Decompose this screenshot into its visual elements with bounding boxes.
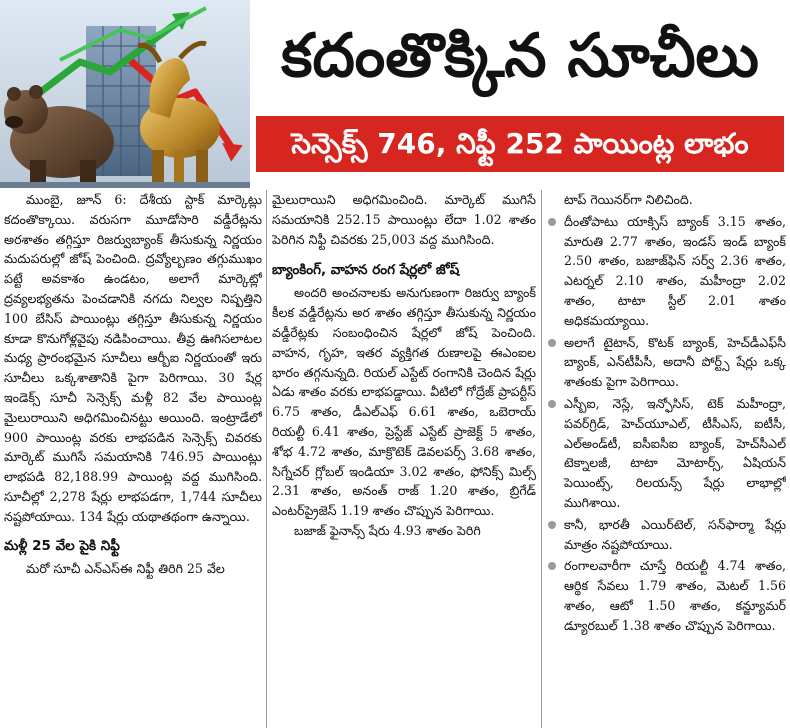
bullet-list — [548, 212, 786, 636]
section-subheading: బ్యాంకింగ్‌, వాహన రంగ షేర్లలో జోష్‌ — [272, 262, 460, 279]
bullet-icon — [548, 400, 556, 408]
bull-bear-market-icon — [0, 0, 250, 188]
list-item — [548, 394, 786, 513]
article-paragraph: మైలురాయిని అధిగమించింది. మార్కెట్‌ ముగిసే సమయానికి 252.15 పాయింట్లు లేదా 1.02 శాతం పెరిగిన నిఫ్టీ చివరకు 25,003 వద్ద ముగిసింది. — [272, 192, 536, 247]
list-item-text: అలాగే టైటాన్‌, కొటక్‌ బ్యాంక్‌, హెచ్‌డీఎఫ్‌సీ బ్యాంక్‌, ఎన్‌టీపీసీ, అదానీ పోర్ట్స్‌ షేర్లు ఒక్క శాతంకు పైగా పెరిగాయి. — [564, 334, 786, 390]
column-divider — [266, 190, 267, 728]
list-item — [548, 515, 786, 555]
list-item-text: రంగాలవారీగా చూస్తే రియల్టీ 4.74 శాతం, ఆర్థిక సేవలు 1.79 శాతం, మెటల్‌ 1.56 శాతం, ఆటో 1.50 శాతం, కన్జ్యూమర్‌ డ్యూరబుల్‌ 1.38 శాతం చొప్పున పెరిగాయి. — [564, 558, 786, 633]
article-column-2 — [272, 190, 536, 728]
bullet-icon — [548, 218, 556, 226]
list-item-text: కానీ, భారతీ ఎయిర్‌టెల్‌, సన్‌ఫార్మా షేర్లు మాత్రం నష్టపోయాయి. — [564, 516, 786, 552]
bullet-icon — [548, 521, 556, 529]
column-divider — [541, 190, 542, 728]
continued-text: టాప్‌ గెయినర్‌గా నిలిచింది. — [564, 192, 693, 207]
subheadline-banner: సెన్సెక్స్‌ 746, నిఫ్టీ 252 పాయింట్ల లాభం — [256, 116, 784, 172]
article-paragraph: అందరి అంచనాలకు అనుగుణంగా రిజర్వు బ్యాంక్‌ కీలక వడ్డీరేట్లను అర శాతం తగ్గిస్తూ తీసుకున్న నిర్ణయం వడ్డీరేట్లకు సంబంధించిన షేర్లలో జోష్‌ పెంచింది. వాహన, గృహ, ఇతర వ్యక్తిగత రుణాలపై ఈఎంఐల భారం తగ్గనున్నది. రియల్‌ ఎస్టేట్‌ రంగానికి చెందిన షేర్లు ఏడు శాతం వరకు లాభపడ్డాయి. వీటిలో గోద్రేజ్‌ ప్రాపర్టీస్‌ 6.75 శాతం, డీఎల్‌ఎఫ్‌ 6.61 శాతం, ఒబెరాయ్‌ రియల్టీ 6.41 శాతం, ప్రెస్టేజ్‌ ఎస్టేట్‌ ప్రాజెక్ట్‌ 5 శాతం, శోభ 4.72 శాతం, మాక్రొటెక్‌ డెవలపర్స్‌ 3.68 శాతం, సిగ్నేచర్‌ గ్లోబల్‌ ఇండియా 3.02 శాతం, ఫోనిక్స్‌ మిల్స్‌ 2.31 శాతం, అనంత్‌ రాజ్‌ 1.20 శాతం, బ్రిగేడ్‌ ఎంటర్‌ప్రైజెస్‌ 1.19 శాతం చొప్పున పెరిగాయి. — [272, 285, 536, 519]
section-subheading: మళ్లీ 25 వేల పైకి నిఫ్టీ — [4, 537, 120, 554]
bullet-icon — [548, 562, 556, 570]
list-item — [548, 333, 786, 392]
list-item — [548, 212, 786, 331]
headline: కదంతొక్కిన సూచీలు — [281, 21, 759, 91]
article-column-1 — [4, 190, 262, 728]
list-item-text: ఎస్బీఐ, నెస్లే, ఇన్ఫోసిస్‌, టెక్‌ మహీంద్రా, పవర్‌గ్రిడ్‌, హెచ్‌యూఎల్‌, టీసీఎస్‌, ఐటీసీ, ఎల్‌అండ్‌టీ, ఐసీఐసీఐ బ్యాంక్‌, హెచ్‌సీఎల్‌ టెక్నాలజీ, టాటా మోటార్స్‌, ఏషియన్‌ పెయింట్స్‌, రిలయన్స్‌ షేర్లు లాభాల్లో ముగిశాయి. — [564, 395, 786, 510]
article-paragraph: మరో సూచీ ఎన్‌ఎస్‌ఈ నిఫ్టీ తిరిగి 25 వేల — [26, 560, 225, 576]
list-item — [548, 556, 786, 635]
bullet-icon — [548, 339, 556, 347]
bull-bear-market-illustration — [0, 0, 250, 188]
article-paragraph: ముంబై, జూన్‌ 6: దేశీయ స్టాక్‌ మార్కెట్లు కదంతొక్కాయి. వరుసగా మూడోసారి వడ్డీరేట్లను అరశాతం తగ్గిస్తూ రిజర్వుబ్యాంక్‌ తీసుకున్న నిర్ణయం మదుపరుల్లో జోష్‌ పెంచింది. ద్రవ్యోల్బణం తగ్గుముఖం పట్టే అవకాశం ఉండటం, అలాగే మార్కెట్లో ద్రవ్యలభ్యతను పెంచడానికి నగదు నిల్వల నిష్పత్తిని 100 బేసిస్‌ పాయింట్లు తగ్గిస్తూ తీసుకున్న నిర్ణయం కూడా కొనుగోళ్లవైపు నడిపించాయి. తీవ్ర ఊగిసలాటల మధ్య ప్రారంభమైన సూచీలు ఆర్బీఐ నిర్ణయంతో ఇరు సూచీలు ఒక్కశాతానికి పైగా పెరిగాయి. 30 షేర్ల ఇండెక్స్‌ సూచీ సెన్సెక్స్‌ మళ్లీ 82 వేల పాయింట్ల మైలురాయిని అధిగమించినట్టు అయింది. ఇంట్రాడేలో 900 పాయింట్ల వరకు లాభపడిన సెన్సెక్స్‌ చివరకు మార్కెట్‌ ముగిసే సమయానికి 746.95 పాయింట్లు లాభపడి 82,188.99 పాయింట్ల వద్ద ముగిసింది. సూచీల్లో 2,278 షేర్లు లాభపడగా, 1,744 సూచీలు నష్టపోయాయి. 134 షేర్లు యథాతథంగా ఉన్నాయి. — [4, 192, 262, 524]
article-paragraph: బజాజ్‌ ఫైనాన్స్‌ షేరు 4.93 శాతం పెరిగి — [294, 522, 481, 538]
article-column-3 — [548, 190, 786, 728]
list-item-text: దీంతోపాటు యాక్సిస్‌ బ్యాంక్‌ 3.15 శాతం, మారుతి 2.77 శాతం, ఇండస్‌ ఇండ్‌ బ్యాంక్‌ 2.50 శాతం, బజాజ్‌ఫిన్‌ సర్వ్‌ 2.36 శాతం, ఎటర్నల్‌ 2.10 శాతం, మహీంద్రా 2.02 శాతం, టాటా స్టీల్‌ 2.01 శాతం అధికమయ్యాయి. — [564, 213, 786, 328]
